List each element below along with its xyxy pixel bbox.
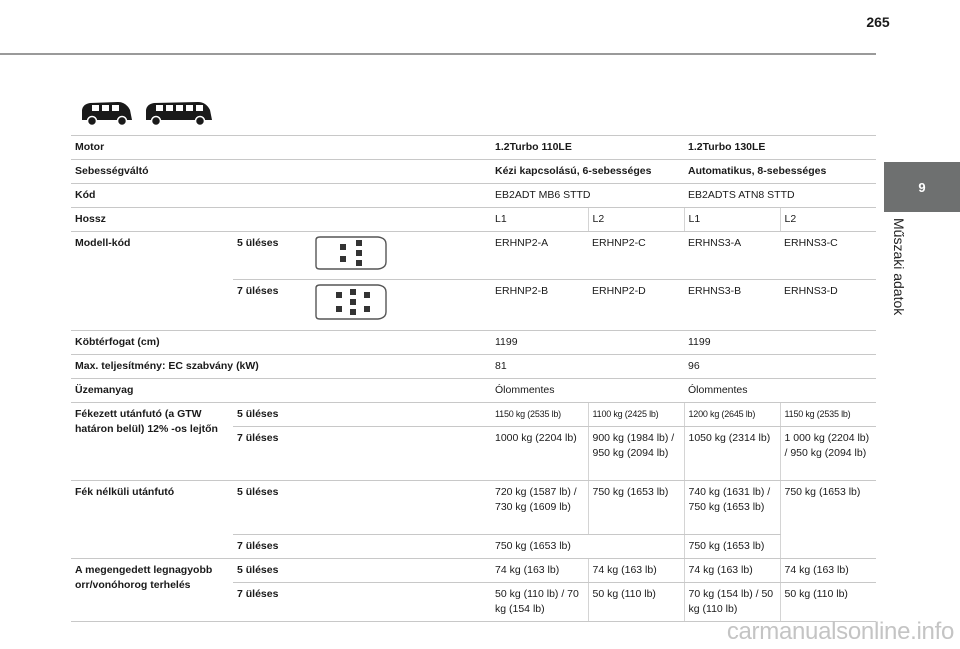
seat-layout-5-icon	[310, 234, 390, 272]
fuel-label: Üzemanyag	[71, 379, 491, 403]
power-a: 81	[491, 355, 684, 379]
van-short-icon	[82, 102, 132, 126]
model7-v1: ERHNP2-D	[588, 280, 684, 331]
towbar7-v0: 50 kg (110 lb) / 70 kg (154 lb)	[491, 583, 588, 622]
van-long-icon	[146, 102, 212, 126]
model-seat7-label: 7 üléses	[233, 280, 308, 331]
model-seat5-label: 5 üléses	[233, 232, 308, 280]
braked7-v2: 1050 kg (2314 lb)	[684, 427, 780, 481]
unbraked-label: Fék nélküli utánfutó	[71, 481, 233, 559]
motor-label: Motor	[71, 136, 491, 160]
seat-5-cell	[308, 232, 491, 280]
power-b: 96	[684, 355, 876, 379]
unbraked7-a: 750 kg (1653 lb)	[491, 535, 684, 559]
code-b: EB2ADTS ATN8 STTD	[684, 184, 876, 208]
row-towbar-5	[71, 559, 876, 583]
row-power	[71, 355, 876, 379]
unbraked7-b: 750 kg (1653 lb)	[684, 535, 780, 559]
code-a: EB2ADT MB6 STTD	[491, 184, 684, 208]
spec-table	[71, 135, 876, 622]
vehicle-icons-svg	[80, 98, 220, 128]
towbar7-v2: 70 kg (154 lb) / 50 kg (110 lb)	[684, 583, 780, 622]
length-v0: L1	[491, 208, 588, 232]
towbar5-v3: 74 kg (163 lb)	[780, 559, 876, 583]
towbar5-v2: 74 kg (163 lb)	[684, 559, 780, 583]
unbraked5-v0: 720 kg (1587 lb) / 730 kg (1609 lb)	[491, 481, 588, 535]
length-v1: L2	[588, 208, 684, 232]
vehicle-icons	[80, 98, 220, 133]
model-label: Modell-kód	[71, 232, 233, 331]
fuel-b: Ólommentes	[684, 379, 876, 403]
gearbox-a: Kézi kapcsolású, 6-sebességes	[491, 160, 684, 184]
towbar-seat7-label: 7 üléses	[233, 583, 491, 622]
row-braked-5	[71, 403, 876, 427]
braked7-v1: 900 kg (1984 lb) / 950 kg (2094 lb)	[588, 427, 684, 481]
towbar-label: A megengedett legnagyobb orr/vonóhorog terhelés	[71, 559, 233, 622]
row-model-5	[71, 232, 876, 280]
row-fuel	[71, 379, 876, 403]
fuel-a: Ólommentes	[491, 379, 684, 403]
seat-7-cell	[308, 280, 491, 331]
code-label: Kód	[71, 184, 491, 208]
towbar-seat5-label: 5 üléses	[233, 559, 491, 583]
braked7-v3: 1 000 kg (2204 lb) / 950 kg (2094 lb)	[780, 427, 876, 481]
displacement-label: Köbtérfogat (cm)	[71, 331, 491, 355]
page-number: 265	[866, 14, 890, 30]
unbraked5-v3: 750 kg (1653 lb)	[780, 481, 876, 559]
model5-v2: ERHNS3-A	[684, 232, 780, 280]
chapter-tab[interactable]	[884, 162, 960, 212]
length-v3: L2	[780, 208, 876, 232]
row-code	[71, 184, 876, 208]
row-length	[71, 208, 876, 232]
towbar7-v1: 50 kg (110 lb)	[588, 583, 684, 622]
watermark: carmanualsonline.info	[726, 618, 954, 645]
power-label: Max. teljesítmény: EC szabvány (kW)	[71, 355, 491, 379]
gearbox-label: Sebességváltó	[71, 160, 491, 184]
model5-v3: ERHNS3-C	[780, 232, 876, 280]
displacement-a: 1199	[491, 331, 684, 355]
chapter-number: 9	[918, 179, 926, 195]
braked-seat5-label: 5 üléses	[233, 403, 491, 427]
unbraked-seat7-label: 7 üléses	[233, 535, 491, 559]
header-rule	[0, 53, 876, 55]
row-gearbox	[71, 160, 876, 184]
gearbox-b: Automatikus, 8-sebességes	[684, 160, 876, 184]
displacement-b: 1199	[684, 331, 876, 355]
braked-seat7-label: 7 üléses	[233, 427, 491, 481]
model7-v0: ERHNP2-B	[491, 280, 588, 331]
length-label: Hossz	[71, 208, 491, 232]
unbraked5-v1: 750 kg (1653 lb)	[588, 481, 684, 535]
motor-b: 1.2Turbo 130LE	[684, 136, 876, 160]
row-unbraked-5	[71, 481, 876, 535]
braked5-v0: 1150 kg (2535 lb)	[491, 403, 588, 427]
braked5-v2: 1200 kg (2645 lb)	[684, 403, 780, 427]
row-motor	[71, 136, 876, 160]
towbar5-v1: 74 kg (163 lb)	[588, 559, 684, 583]
model7-v2: ERHNS3-B	[684, 280, 780, 331]
braked-label: Fékezett utánfutó (a GTW határon belül) 12% -os lejtőn	[71, 403, 233, 481]
towbar5-v0: 74 kg (163 lb)	[491, 559, 588, 583]
braked5-v1: 1100 kg (2425 lb)	[588, 403, 684, 427]
unbraked-seat5-label: 5 üléses	[233, 481, 491, 535]
row-displacement	[71, 331, 876, 355]
towbar7-v3: 50 kg (110 lb)	[780, 583, 876, 622]
braked7-v0: 1000 kg (2204 lb)	[491, 427, 588, 481]
motor-a: 1.2Turbo 110LE	[491, 136, 684, 160]
seat-layout-7-icon	[310, 282, 390, 322]
chapter-title: Műszaki adatok	[891, 218, 907, 316]
braked5-v3: 1150 kg (2535 lb)	[780, 403, 876, 427]
unbraked5-v2: 740 kg (1631 lb) / 750 kg (1653 lb)	[684, 481, 780, 535]
length-v2: L1	[684, 208, 780, 232]
model5-v0: ERHNP2-A	[491, 232, 588, 280]
model5-v1: ERHNP2-C	[588, 232, 684, 280]
model7-v3: ERHNS3-D	[780, 280, 876, 331]
